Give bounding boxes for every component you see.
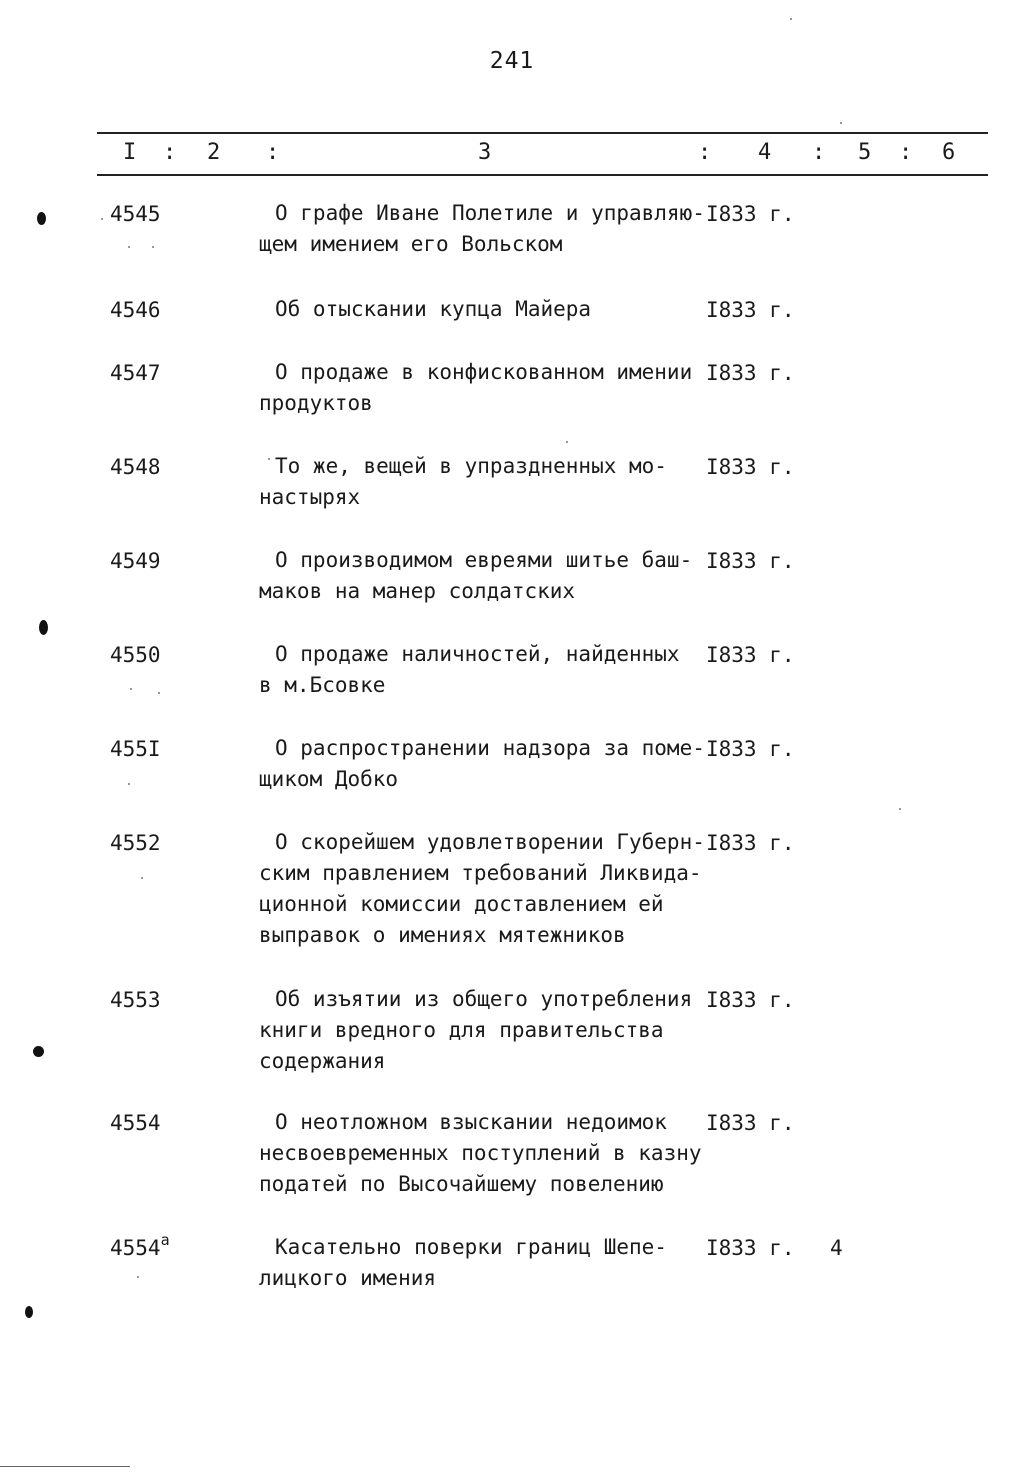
entry-text-line: О распространении надзора за поме-	[275, 736, 705, 760]
entry-description	[259, 451, 667, 513]
entry-date: I833 г.	[706, 643, 795, 667]
entry-date: I833 г.	[706, 202, 795, 226]
entry-description	[259, 639, 680, 701]
entry-description	[259, 827, 705, 951]
header-col-6: 6	[942, 140, 956, 165]
entry-number: 4554	[110, 1111, 161, 1135]
entry-text-line: содержания	[259, 1049, 386, 1073]
header-separator: :	[698, 140, 712, 165]
entry-text-line: несвоевременных поступлений в казну	[259, 1141, 702, 1165]
scan-speck	[158, 692, 160, 694]
page-number: 241	[489, 48, 535, 74]
entry-text-line: маков на манер солдатских	[259, 579, 576, 603]
entry-description	[259, 984, 692, 1077]
entry-number-main: 4554	[110, 1236, 161, 1260]
entry-text-line: ским правлением требований Ликвида-	[259, 861, 702, 885]
entry-date: I833 г.	[706, 455, 795, 479]
entry-date: I833 г.	[706, 361, 795, 385]
entry-number	[110, 1232, 170, 1264]
entry-text-line: в м.Бсовке	[259, 673, 386, 697]
header-col-1: I	[123, 140, 137, 165]
header-separator: :	[899, 140, 913, 165]
entry-text-line: лицкого имения	[259, 1266, 437, 1290]
scan-speck	[101, 218, 103, 220]
entry-date: I833 г.	[706, 298, 795, 322]
scan-speck	[128, 246, 130, 248]
entry-date: I833 г.	[706, 988, 795, 1012]
header-separator: :	[812, 140, 826, 165]
entry-text-line: податей по Высочайшему повелению	[259, 1172, 664, 1196]
header-separator: :	[163, 140, 177, 165]
binding-hole-mark	[33, 1046, 44, 1057]
table-header-top-rule	[97, 132, 988, 134]
scan-speck	[130, 688, 132, 690]
entry-text-line: То же, вещей в упраздненных мо-	[275, 454, 667, 478]
header-col-5: 5	[858, 140, 872, 165]
entry-number-suffix: а	[160, 1231, 170, 1249]
entry-date: I833 г.	[706, 1236, 795, 1260]
entry-description	[259, 1232, 667, 1294]
scan-speck	[141, 877, 143, 879]
scan-speck	[128, 783, 130, 785]
entry-text-line: О продаже наличностей, найденных	[275, 642, 680, 666]
entry-description	[259, 545, 692, 607]
scan-speck	[152, 246, 154, 248]
binding-hole-mark	[39, 620, 48, 635]
scan-speck	[899, 808, 901, 810]
entry-text-line: Об изъятии из общего употребления	[275, 987, 693, 1011]
entry-text-line: О скорейшем удовлетворении Губерн-	[275, 830, 705, 854]
entry-description	[259, 1107, 702, 1200]
entry-text-line: О неотложном взыскании недоимок	[275, 1110, 667, 1134]
header-separator: :	[266, 140, 280, 165]
binding-hole-mark	[37, 212, 46, 225]
entry-date: I833 г.	[706, 831, 795, 855]
entry-text-line: О производимом евреями шитье баш-	[275, 548, 693, 572]
entry-number: 4548	[110, 455, 161, 479]
header-col-4: 4	[758, 140, 772, 165]
entry-number: 4549	[110, 549, 161, 573]
entry-number: 4546	[110, 298, 161, 322]
scan-speck	[268, 458, 270, 460]
scan-speck	[566, 441, 568, 443]
entry-description	[259, 733, 705, 795]
entry-description	[259, 198, 705, 260]
entry-description	[259, 357, 692, 419]
entry-description	[259, 294, 591, 325]
entry-number: 4547	[110, 361, 161, 385]
binding-hole-mark	[25, 1306, 33, 1318]
entry-text-line: щиком Добко	[259, 767, 399, 791]
entry-column-6-value: 4	[830, 1236, 843, 1260]
entry-text-line: выправок о имениях мятежников	[259, 923, 626, 947]
entry-number: 4552	[110, 831, 161, 855]
header-col-2: 2	[207, 140, 221, 165]
scan-speck	[137, 1276, 139, 1278]
entry-date: I833 г.	[706, 549, 795, 573]
entry-text-line: О графе Иване Полетиле и управляю-	[275, 201, 705, 225]
header-col-3: 3	[478, 140, 492, 165]
entry-number: 4545	[110, 202, 161, 226]
entry-text-line: щем имением его Вольском	[259, 232, 563, 256]
scan-edge-line	[0, 1466, 130, 1467]
entry-date: I833 г.	[706, 1111, 795, 1135]
entry-number: 455I	[110, 737, 161, 761]
entry-text-line: ционной комиссии доставлением ей	[259, 892, 664, 916]
entry-date: I833 г.	[706, 737, 795, 761]
entry-number: 4550	[110, 643, 161, 667]
scan-speck	[790, 18, 792, 20]
scan-speck	[840, 122, 842, 124]
entry-text-line: Об отыскании купца Майера	[275, 297, 592, 321]
entry-text-line: продуктов	[259, 391, 373, 415]
entry-text-line: Касательно поверки границ Шепе-	[275, 1235, 667, 1259]
entry-text-line: книги вредного для правительства	[259, 1018, 664, 1042]
entry-text-line: настырях	[259, 485, 361, 509]
table-header-bottom-rule	[97, 174, 988, 176]
entry-number: 4553	[110, 988, 161, 1012]
entry-text-line: О продаже в конфискованном имении	[275, 360, 693, 384]
